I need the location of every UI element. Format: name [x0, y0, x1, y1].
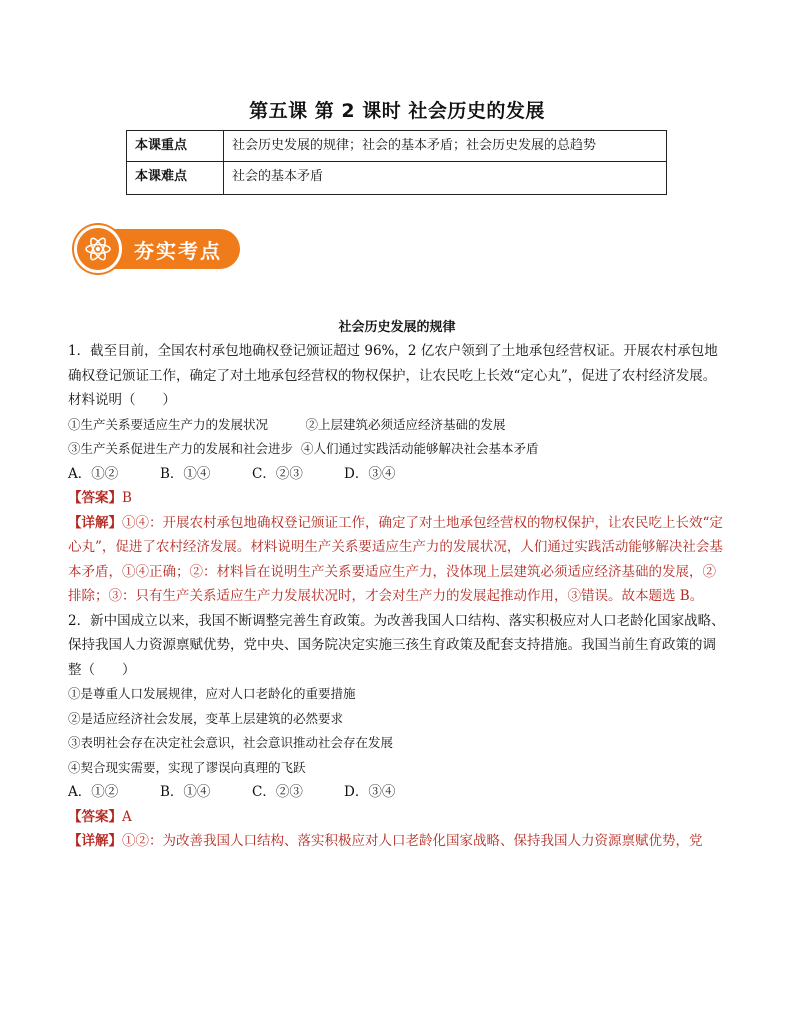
answer-tag: 【答案】: [68, 490, 122, 506]
choice-c: C．②③: [252, 465, 303, 482]
badge-label: 夯实考点: [134, 239, 222, 263]
choice-c: C．②③: [252, 784, 303, 800]
difficulty-key: 本课难点: [127, 162, 224, 195]
answer-value: B: [122, 490, 132, 506]
q2-choices: [68, 780, 728, 805]
difficulty-value: 社会的基本矛盾: [224, 162, 667, 195]
badge-circle: [74, 225, 122, 273]
q1-answer: [68, 486, 728, 511]
q1-option-line: ③生产关系促进生产力的发展和社会进步 ④人们通过实践活动能够解决社会基本矛盾: [68, 441, 539, 456]
choice-b: B．①④: [160, 465, 211, 482]
choice-d: D．③④: [344, 784, 396, 800]
choice-a: A．①②: [68, 784, 119, 800]
question-body: [68, 339, 728, 854]
detail-tag: 【详解】: [68, 514, 122, 531]
section-title: 社会历史发展的规律: [338, 320, 456, 335]
detail-tag: 【详解】: [68, 833, 122, 849]
choice-b: B．①④: [160, 784, 211, 800]
q2-answer: [68, 805, 728, 830]
lesson-focus-table: [126, 130, 667, 195]
q2-option-line: ④契合现实需要，实现了谬误向真理的飞跃: [68, 759, 306, 775]
lesson-title: 第五课 第 2 课时 社会历史的发展: [249, 100, 545, 122]
choice-a: A．①②: [68, 465, 119, 482]
q1-stem: 1．截至目前，全国农村承包地确权登记颁证超过 96%，2 亿农户领到了土地承包经营权证。开展农村承包地确权登记颁证工作，确定了对土地承包经营权的物权保护，让农民吃上长效“定心丸”，促进了农村经济发展。材料说明（ ）: [68, 343, 718, 408]
q2-detail: [68, 829, 728, 854]
q2-option-line: ①是尊重人口发展规律，应对人口老龄化的重要措施: [68, 686, 356, 701]
q2-option-line: ②是适应经济社会发展，变革上层建筑的必然要求: [68, 710, 344, 726]
q1-option-line: ①生产关系要适应生产力的发展状况 ②上层建筑必须适应经济基础的发展: [68, 416, 506, 432]
detail-text: ①④：开展农村承包地确权登记颁证工作，确定了对土地承包经营权的物权保护，让农民吃上长效“定心丸”，促进了农村经济发展。材料说明生产关系要适应生产力的发展状况，人们通过实践活动能够解决社会基本矛盾，①④正确；②：材料旨在说明生产关系要适应生产力，没体现上层建筑必须适应经济基础的发展，②排除；③：只有生产关系适应生产力发展状况时，才会对生产力的发展起推动作用，③错误。故本题选 B。: [68, 514, 723, 604]
table-row: [127, 162, 667, 195]
answer-tag: 【答案】: [68, 808, 122, 825]
section-badge: [74, 225, 242, 273]
q1-choices: [68, 462, 728, 487]
answer-value: A: [122, 808, 132, 825]
q1-detail: [68, 511, 728, 609]
q2-option-line: ③表明社会存在决定社会意识，社会意识推动社会存在发展: [68, 735, 394, 750]
atom-icon: [84, 235, 112, 263]
table-row: [127, 131, 667, 162]
focus-value: 社会历史发展的规律；社会的基本矛盾；社会历史发展的总趋势: [224, 131, 667, 162]
focus-key: 本课重点: [127, 131, 224, 162]
choice-d: D．③④: [344, 465, 396, 482]
q2-stem: 2．新中国成立以来，我国不断调整完善生育政策。为改善我国人口结构、落实积极应对人口老龄化国家战略、保持我国人力资源禀赋优势，党中央、国务院决定实施三孩生育政策及配套支持措施。我国当前生育政策的调整（ ）: [68, 612, 725, 678]
detail-text: ①②：为改善我国人口结构、落实积极应对人口老龄化国家战略、保持我国人力资源禀赋优势，党: [122, 833, 703, 849]
